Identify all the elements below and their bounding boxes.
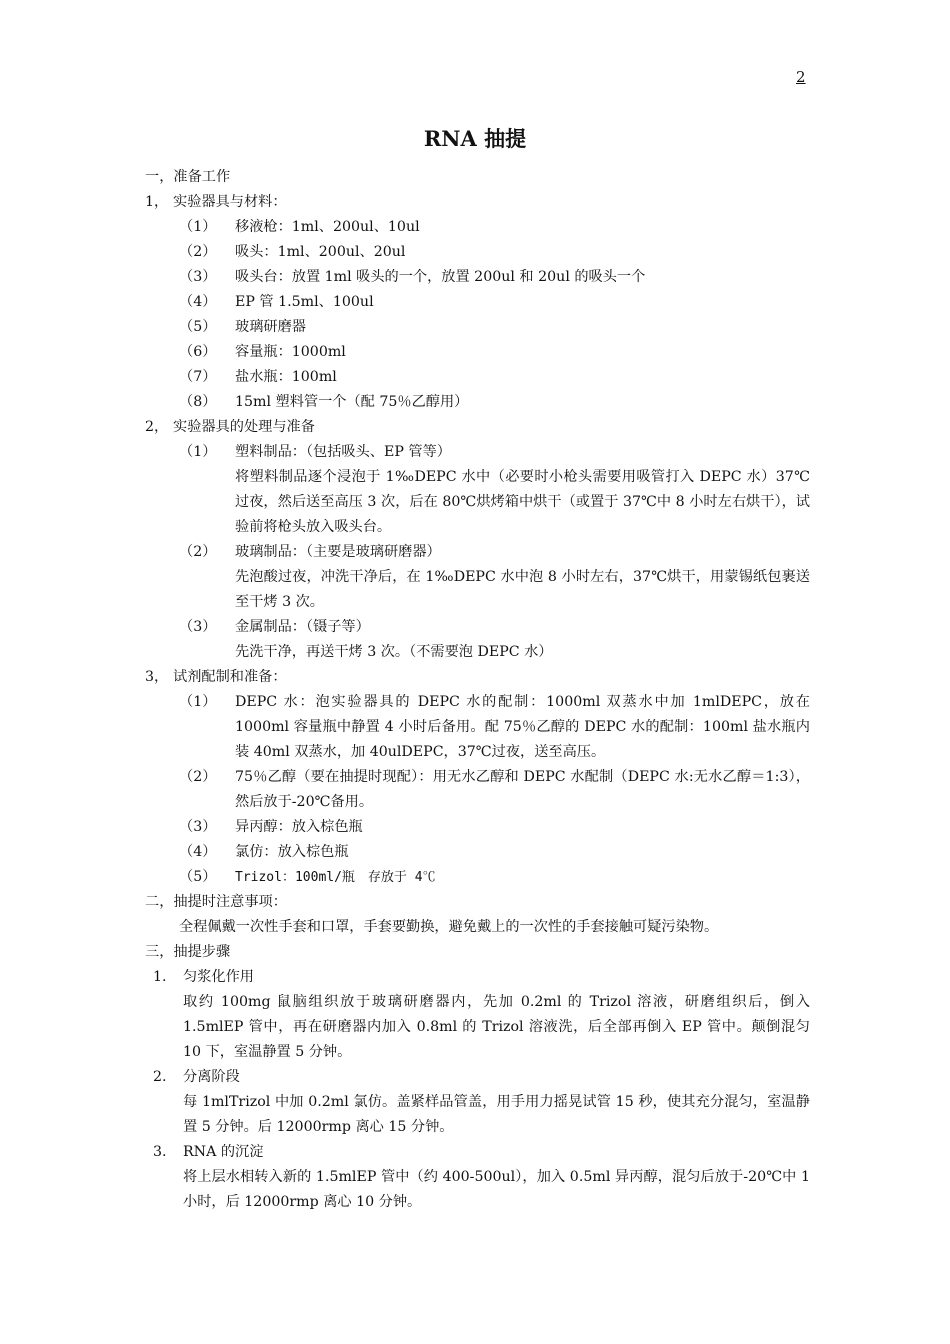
item-description: 将塑料制品逐个浸泡于 1‰DEPC 水中（必要时小枪头需要用吸管打入 DEPC 水）37℃过夜，然后送至高压 3 次，后在 80℃烘烤箱中烘干（或置于 37℃中 8 小时左右烘干），试验前将枪头放入吸头台。	[235, 469, 810, 535]
list-item	[145, 540, 810, 565]
item-text: EP 管 1.5ml、100ul	[235, 294, 374, 310]
item-number: （5）	[179, 869, 217, 885]
item-number: （2）	[179, 244, 217, 260]
subsection-heading-1	[145, 190, 810, 215]
item-number: （5）	[179, 319, 217, 335]
item-text: 容量瓶：1000ml	[235, 344, 346, 360]
item-number: （3）	[179, 819, 217, 835]
list-item	[145, 840, 810, 865]
item-number: （6）	[179, 344, 217, 360]
list-item	[145, 315, 810, 340]
list-item	[145, 290, 810, 315]
item-text: 氯仿：放入棕色瓶	[235, 844, 349, 860]
step-label: RNA 的沉淀	[183, 1144, 264, 1160]
item-text: Trizol：100ml/瓶 存放于 4℃	[235, 870, 436, 885]
step-number: 2.	[153, 1069, 167, 1085]
item-text: 盐水瓶：100ml	[235, 369, 337, 385]
item-number: （1）	[179, 219, 217, 235]
item-number: （1）	[179, 694, 217, 710]
list-item	[145, 815, 810, 840]
step-paragraph: 将上层水相转入新的 1.5mlEP 管中（约 400-500ul），加入 0.5ml 异丙醇，混匀后放于-20℃中 1 小时，后 12000rmp 离心 10 分钟。	[183, 1169, 810, 1210]
item-description: 先泡酸过夜，冲洗干净后，在 1‰DEPC 水中泡 8 小时左右，37℃烘干，用蒙锡纸包裹送至干烤 3 次。	[235, 569, 810, 610]
step-paragraph: 取约 100mg 鼠脑组织放于玻璃研磨器内，先加 0.2ml 的 Trizol 溶液，研磨组织后，倒入 1.5mlEP 管中，再在研磨器内加入 0.8ml 的 Trizol 溶液洗，后全部再倒入 EP 管中。颠倒混匀 10 下，室温静置 5 分钟。	[183, 994, 810, 1060]
list-item	[145, 215, 810, 240]
section-paragraph: 全程佩戴一次性手套和口罩，手套要勤换，避免戴上的一次性的手套接触可疑污染物。	[179, 919, 719, 935]
item-number: （2）	[179, 769, 217, 785]
item-number: （2）	[179, 544, 217, 560]
item-description: 先洗干净，再送干烤 3 次。（不需要泡 DEPC 水）	[235, 644, 553, 660]
list-item	[145, 340, 810, 365]
step-heading	[145, 965, 810, 990]
step-heading	[145, 1140, 810, 1165]
list-item	[145, 690, 810, 765]
subsection-label: 实验器具与材料：	[173, 194, 287, 210]
item-text: 金属制品：（镊子等）	[235, 619, 370, 635]
item-text: 塑料制品：（包括吸头、EP 管等）	[235, 444, 451, 460]
section-heading-3: 三，抽提步骤	[145, 944, 231, 960]
document-title: RNA 抽提	[423, 126, 527, 151]
item-number: （4）	[179, 294, 217, 310]
subsection-heading-2	[145, 415, 810, 440]
item-text: 15ml 塑料管一个（配 75％乙醇用）	[235, 394, 469, 410]
subsection-label: 试剂配制和准备：	[173, 669, 287, 685]
subsection-number: 2，	[145, 419, 169, 435]
step-number: 3.	[153, 1144, 167, 1160]
section-heading-2: 二，抽提时注意事项：	[145, 894, 287, 910]
item-number: （3）	[179, 269, 217, 285]
step-label: 匀浆化作用	[183, 969, 254, 985]
list-item	[145, 390, 810, 415]
item-number: （1）	[179, 444, 217, 460]
item-text: 75％乙醇（要在抽提时现配）：用无水乙醇和 DEPC 水配制（DEPC 水:无水乙醇＝1:3），然后放于-20℃备用。	[235, 769, 810, 810]
item-text: 玻璃研磨器	[235, 319, 306, 335]
item-number: （7）	[179, 369, 217, 385]
list-item	[145, 265, 810, 290]
section-heading-1: 一，准备工作	[145, 169, 231, 185]
list-item	[145, 765, 810, 815]
document-body	[145, 165, 810, 1215]
subsection-number: 3，	[145, 669, 169, 685]
item-text: 吸头：1ml、200ul、20ul	[235, 244, 406, 260]
list-item	[145, 365, 810, 390]
item-text: 玻璃制品：（主要是玻璃研磨器）	[235, 544, 441, 560]
item-text: 异丙醇：放入棕色瓶	[235, 819, 363, 835]
list-item	[145, 240, 810, 265]
item-number: （4）	[179, 844, 217, 860]
item-number: （8）	[179, 394, 217, 410]
item-number: （3）	[179, 619, 217, 635]
item-text: 移液枪：1ml、200ul、10ul	[235, 219, 420, 235]
list-item	[145, 615, 810, 640]
list-item	[145, 865, 810, 890]
subsection-label: 实验器具的处理与准备	[173, 419, 315, 435]
step-number: 1.	[153, 969, 167, 985]
subsection-heading-3	[145, 665, 810, 690]
step-label: 分离阶段	[183, 1069, 240, 1085]
list-item	[145, 440, 810, 465]
page-number: 2	[796, 68, 806, 86]
item-text: 吸头台：放置 1ml 吸头的一个，放置 200ul 和 20ul 的吸头一个	[235, 269, 646, 285]
step-heading	[145, 1065, 810, 1090]
subsection-number: 1，	[145, 194, 169, 210]
item-text: DEPC 水：泡实验器具的 DEPC 水的配制：1000ml 双蒸水中加 1mlDEPC，放在 1000ml 容量瓶中静置 4 小时后备用。配 75％乙醇的 DEPC 水的配制：100ml 盐水瓶内装 40ml 双蒸水，加 40ulDEPC，37℃过夜，送至高压。	[235, 694, 810, 760]
step-paragraph: 每 1mlTrizol 中加 0.2ml 氯仿。盖紧样品管盖，用手用力摇晃试管 15 秒，使其充分混匀，室温静置 5 分钟。后 12000rmp 离心 15 分钟。	[183, 1094, 810, 1135]
